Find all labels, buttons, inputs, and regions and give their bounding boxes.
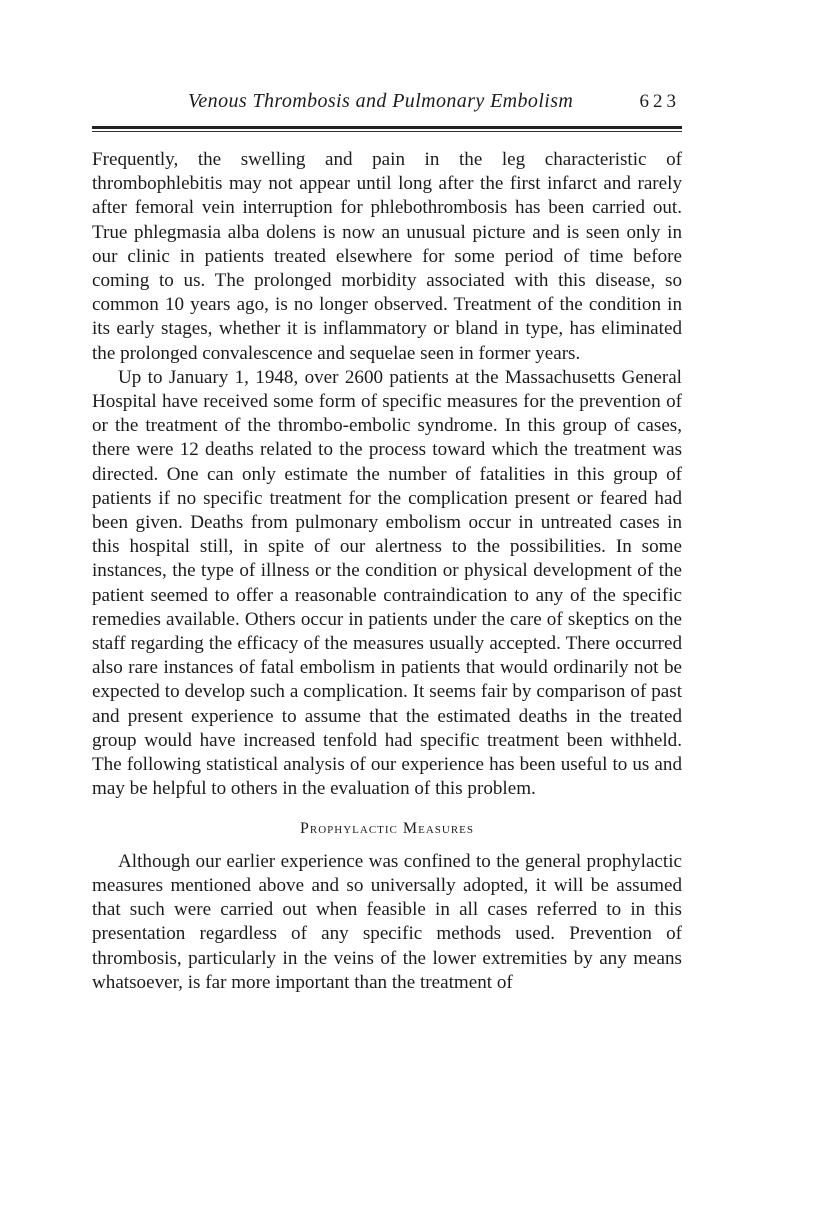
section-heading: Prophylactic Measures xyxy=(299,820,475,838)
header-rule-thin xyxy=(92,131,682,132)
paragraph: Up to January 1, 1948, over 2600 patients at the Massachusetts General Hospital have received some form of specific measures for the prevention of or the treatment of the thrombo-embolic syndrome. In this group of cases, there were 12 deaths related to the process toward which the treatment was directed. One can only estimate the number of fatalities in this group of patients if no specific treatment for the complication present or feared had been given. Deaths from pulmonary embolism occur in untreated cases in this hospital still, in spite of our alertness to the possibilities. In some instances, the type of illness or the condition or physical development of the patient seemed to offer a reasonable contraindication to any of the specific remedies available. Others occur in patients under the care of skeptics on the staff regarding the efficacy of the measures usually accepted. There occurred also rare instances of fatal embolism in patients that would ordinarily not be expected to develop such a complication. It seems fair by comparison of past and present experience to assume that the estimated deaths in the treated group would have increased tenfold had specific treatment been withheld. The following statistical analysis of our experience has been useful to us and may be helpful to others in the evaluation of this problem. xyxy=(92,366,682,800)
book-page xyxy=(92,90,682,995)
paragraph-continued: Frequently, the swelling and pain in the leg characteristic of thrombophlebitis may not appear until long after the first infarct and rarely after femoral vein interruption for phlebothrombosis has been carried out. True phlegmasia alba dolens is now an unusual picture and is seen only in our clinic in patients treated elsewhere for some period of time before coming to us. The prolonged morbidity associated with this disease, so common 10 years ago, is no longer observed. Treatment of the condition in its early stages, whether it is inflammatory or bland in type, has eliminated the prolonged convalescence and sequelae seen in former years. xyxy=(92,149,682,364)
body-text xyxy=(92,148,682,995)
paragraph: Although our earlier experience was confined to the general prophylactic measures mentioned above and so universally adopted, it will be assumed that such were carried out when feasible in all cases referred to in this presentation regardless of any specific methods used. Prevention of thrombosis, particularly in the veins of the lower extremities by any means whatsoever, is far more important than the treatment of xyxy=(92,850,682,993)
header-rule-thick xyxy=(92,126,682,129)
running-head xyxy=(92,90,682,126)
page-number: 623 xyxy=(639,91,680,112)
running-title: Venous Thrombosis and Pulmonary Embolism xyxy=(188,90,574,112)
